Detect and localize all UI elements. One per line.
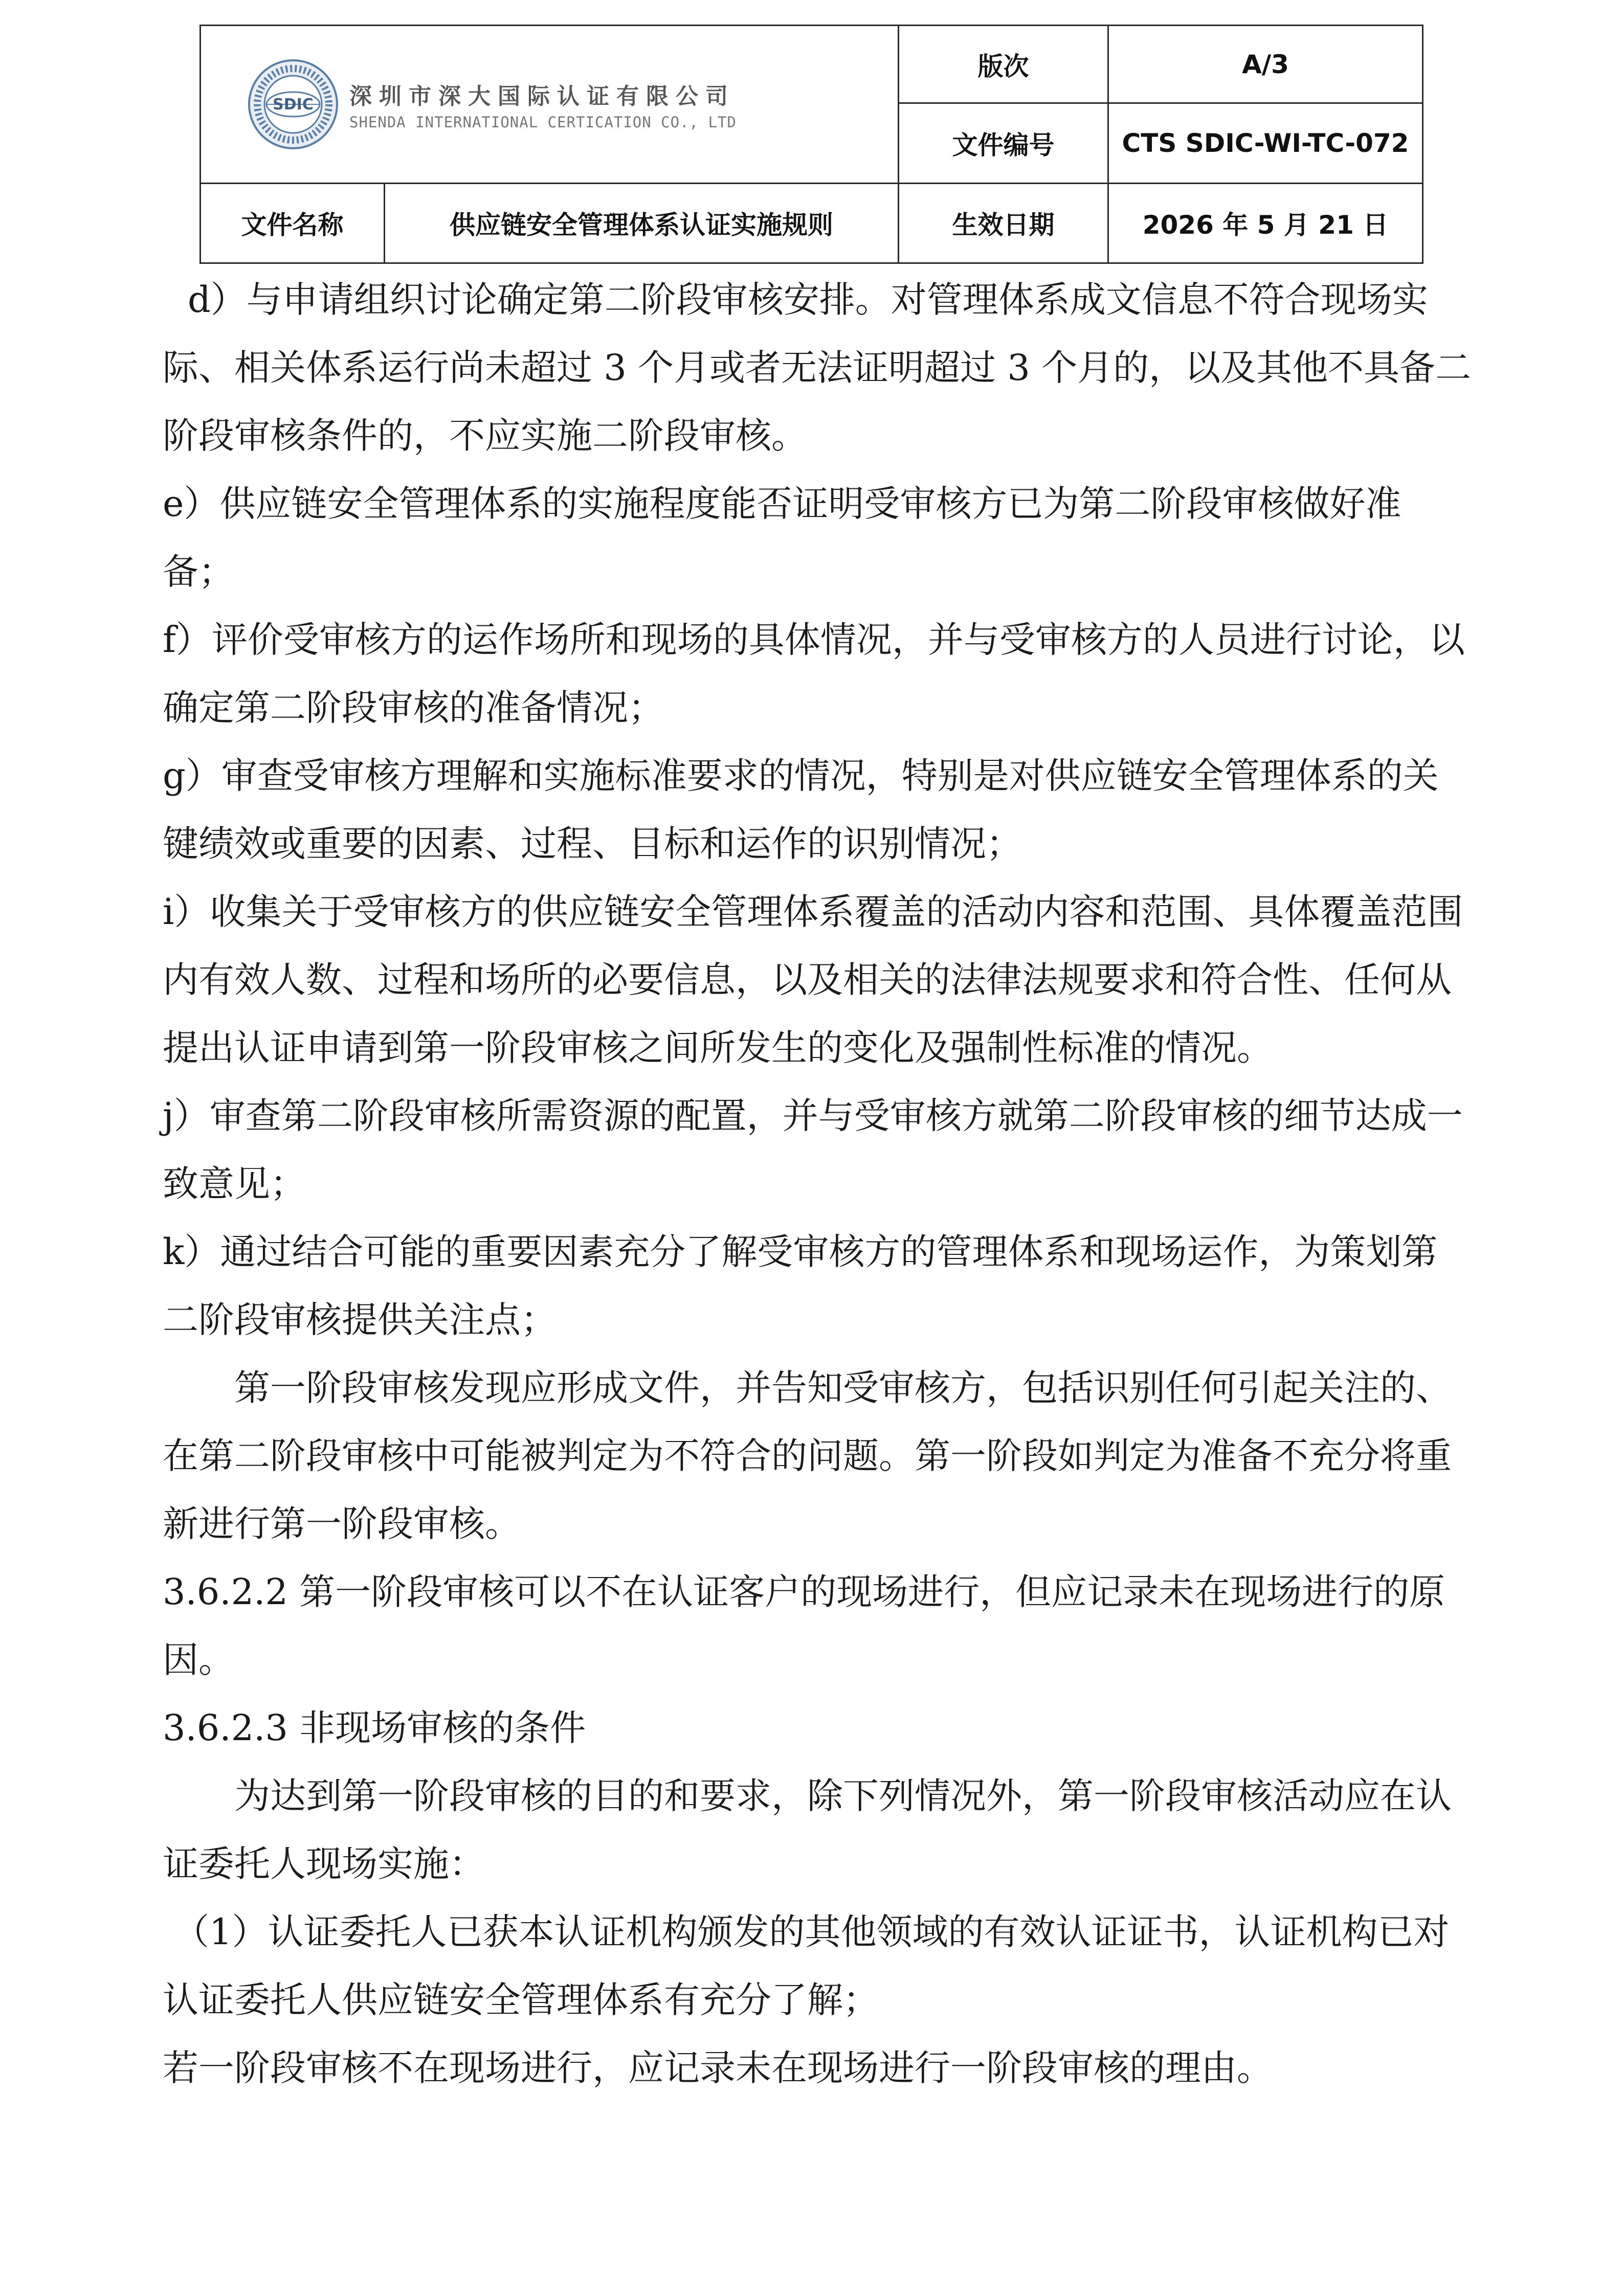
paragraph-item-j: j）审查第二阶段审核所需资源的配置，并与受审核方就第二阶段审核的细节达成一致意见； <box>163 1095 1463 1205</box>
paragraph-item-k: k）通过结合可能的重要因素充分了解受审核方的管理体系和现场运作，为策划第二阶段审核提供关注点； <box>163 1231 1438 1341</box>
doc-name-label: 文件名称 <box>201 183 385 263</box>
doc-name-value: 供应链安全管理体系认证实施规则 <box>385 183 899 263</box>
document-header-table <box>199 25 1423 264</box>
paragraph-item-d: d）与申请组织讨论确定第二阶段审核安排。对管理体系成文信息不符合现场实际、相关体系运行尚未超过 3 个月或者无法证明超过 3 个月的，以及其他不具备二阶段审核条件的，不应实施二阶段审核。 <box>163 279 1472 457</box>
effective-date-value: 2026 年 5 月 21 日 <box>1108 183 1423 263</box>
logo-monogram: SDIC <box>273 95 314 114</box>
version-label: 版次 <box>899 26 1108 103</box>
company-name-cn: 深圳市深大国际认证有限公司 <box>349 83 735 109</box>
paragraph-stage1-findings: 第一阶段审核发现应形成文件，并告知受审核方，包括识别任何引起关注的、在第二阶段审核中可能被判定为不符合的问题。第一阶段如判定为准备不充分将重新进行第一阶段审核。 <box>163 1367 1452 1545</box>
company-seal-icon <box>247 58 339 150</box>
paragraph-item-g: g）审查受审核方理解和实施标准要求的情况，特别是对供应链安全管理体系的关键绩效或重要的因素、过程、目标和运作的识别情况； <box>163 755 1439 865</box>
document-body <box>163 266 1472 2102</box>
company-name-en: SHENDA INTERNATIONAL CERTICATION CO., LTD <box>349 113 737 131</box>
paragraph-record-reason: 若一阶段审核不在现场进行，应记录未在现场进行一阶段审核的理由。 <box>163 2047 1273 2089</box>
paragraph-3-6-2-2: 3.6.2.2 第一阶段审核可以不在认证客户的现场进行，但应记录未在现场进行的原因。 <box>163 1571 1445 1681</box>
company-logo-cell <box>201 26 899 184</box>
paragraph-item-f: f）评价受审核方的运作场所和现场的具体情况，并与受审核方的人员进行讨论，以确定第二阶段审核的准备情况； <box>163 619 1465 729</box>
doc-number-value: CTS SDIC-WI-TC-072 <box>1108 103 1423 183</box>
paragraph-offsite-conditions: 为达到第一阶段审核的目的和要求，除下列情况外，第一阶段审核活动应在认证委托人现场实施： <box>163 1775 1452 1885</box>
effective-date-label: 生效日期 <box>899 183 1108 263</box>
paragraph-item-e: e）供应链安全管理体系的实施程度能否证明受审核方已为第二阶段审核做好准备； <box>163 483 1401 593</box>
version-value: A/3 <box>1108 26 1423 103</box>
section-heading-3-6-2-3: 3.6.2.3 非现场审核的条件 <box>163 1707 586 1749</box>
paragraph-condition-1: （1）认证委托人已获本认证机构颁发的其他领域的有效认证证书，认证机构已对认证委托人供应链安全管理体系有充分了解； <box>163 1911 1450 2021</box>
paragraph-item-i: i）收集关于受审核方的供应链安全管理体系覆盖的活动内容和范围、具体覆盖范围内有效人数、过程和场所的必要信息，以及相关的法律法规要求和符合性、任何从提出认证申请到第一阶段审核之间所发生的变化及强制性标准的情况。 <box>163 891 1463 1069</box>
doc-number-label: 文件编号 <box>899 103 1108 183</box>
